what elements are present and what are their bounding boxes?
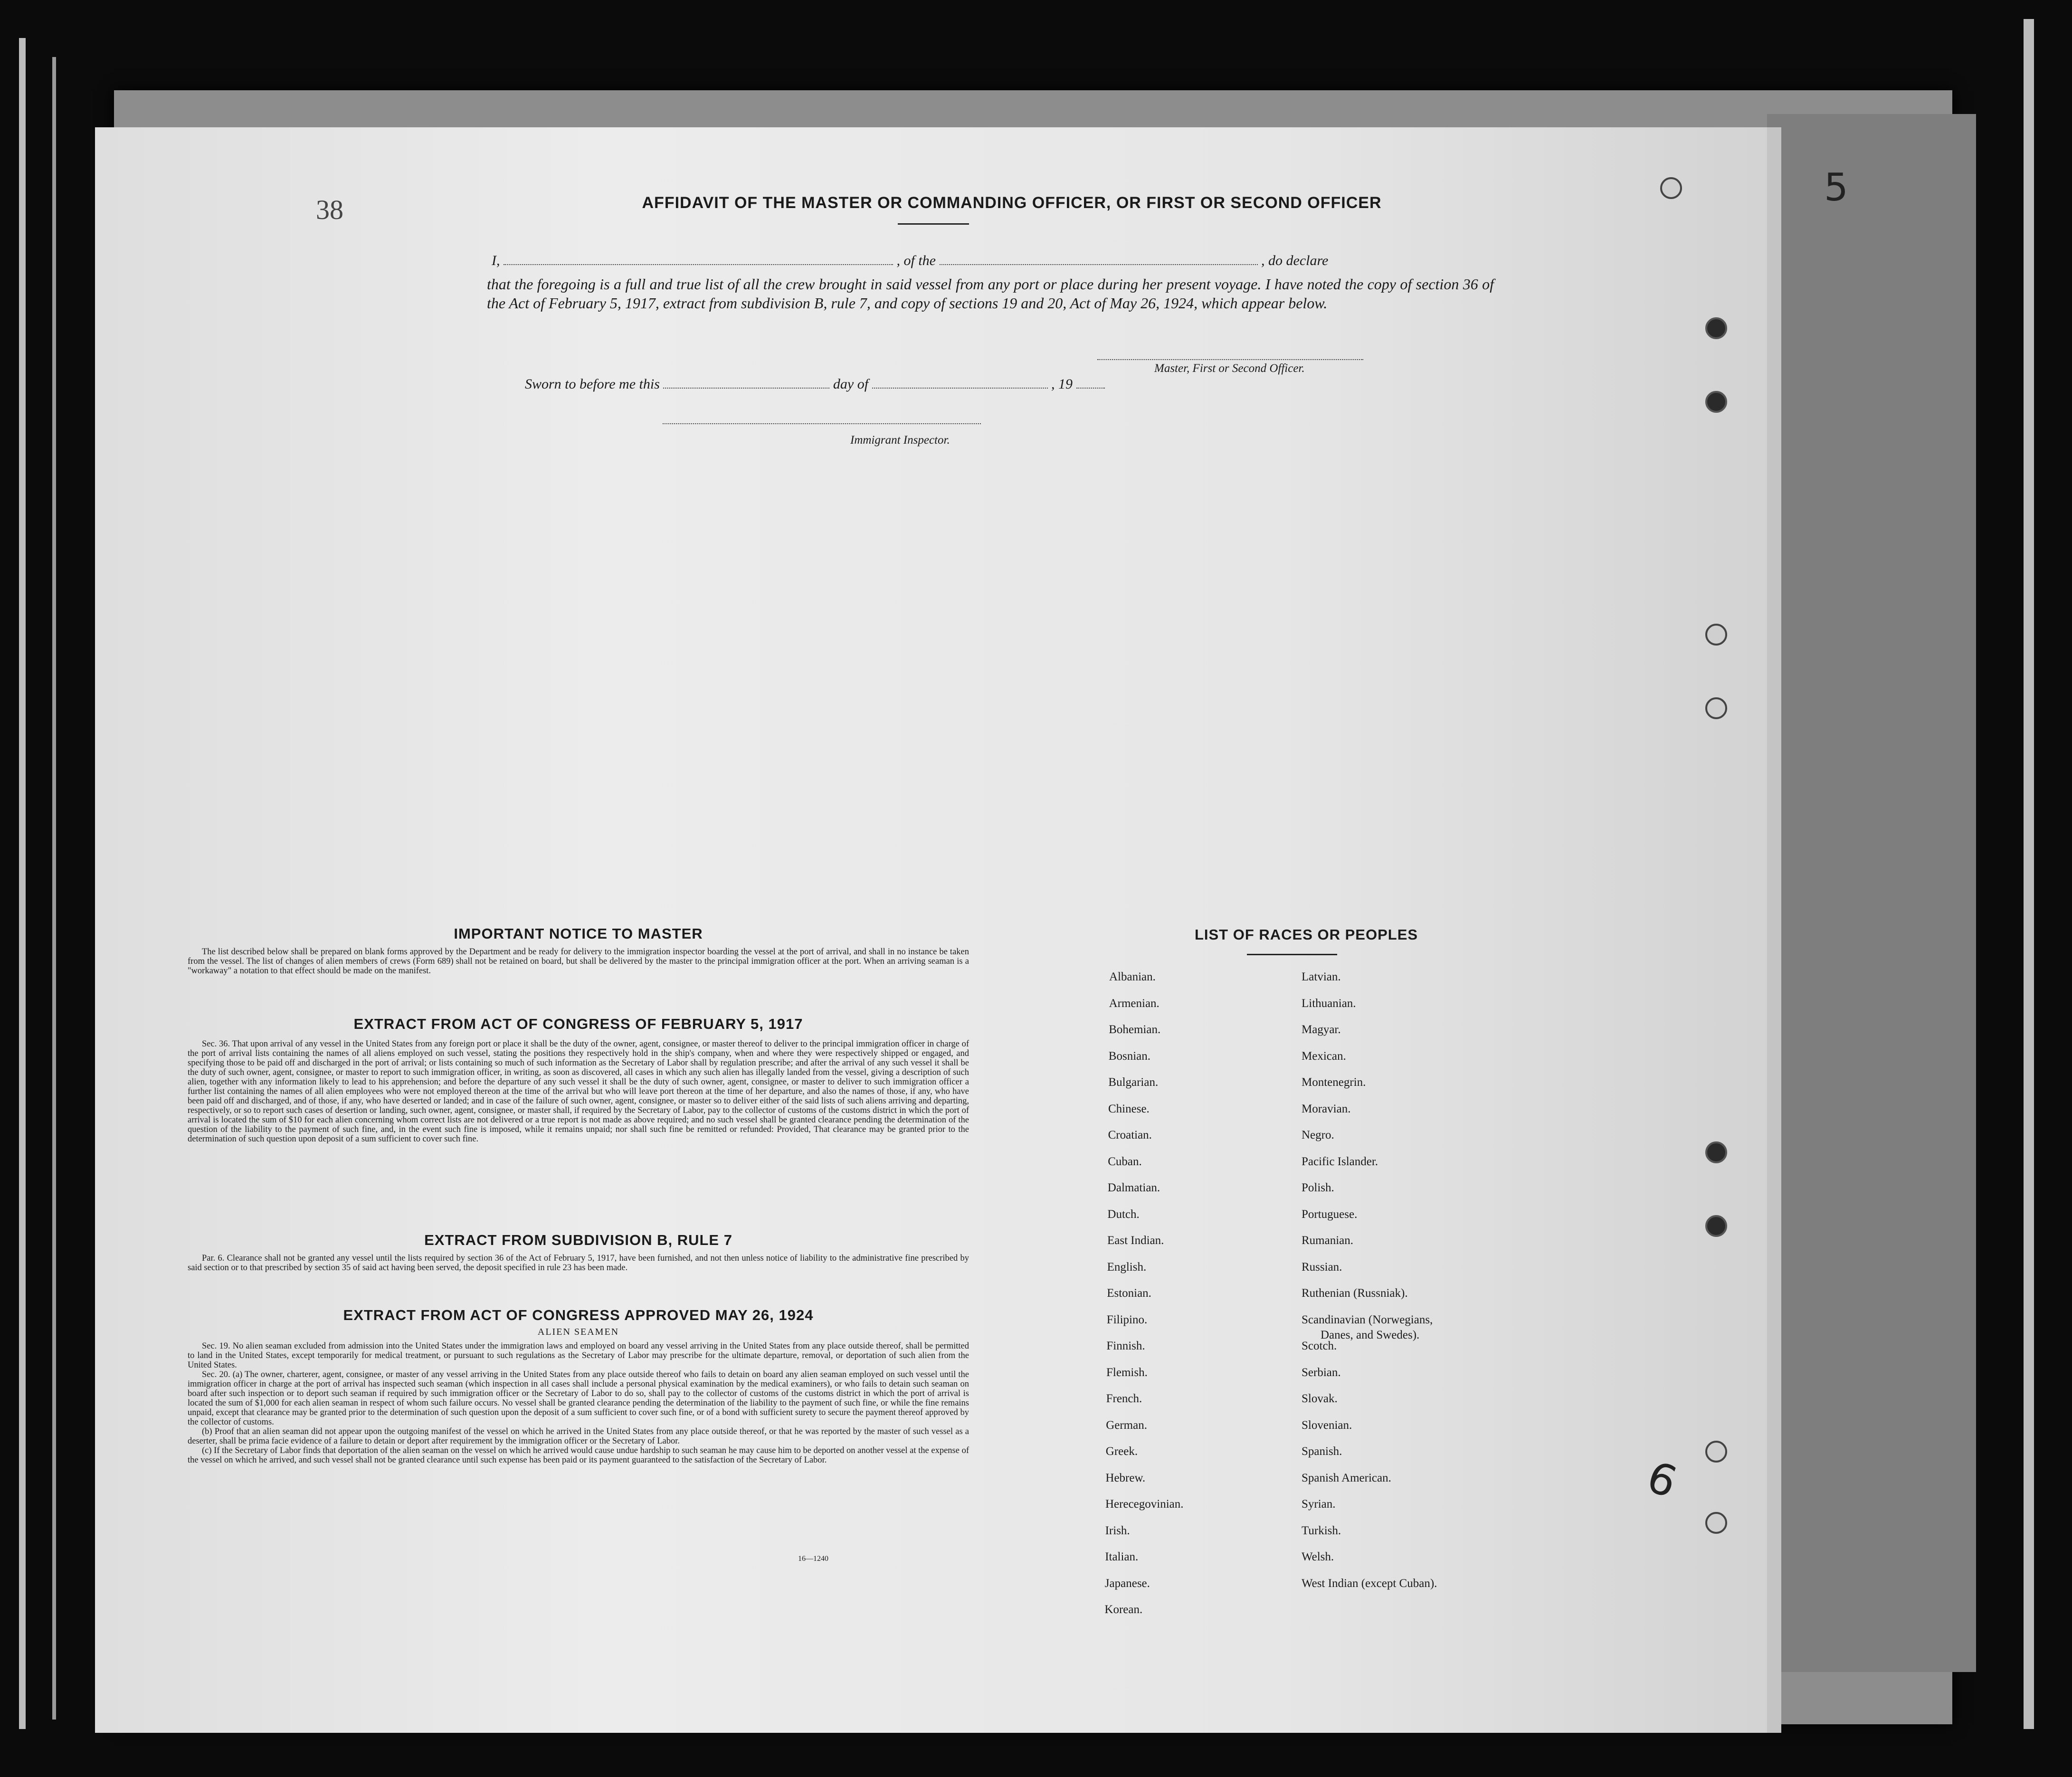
extract-rule7-body: Par. 6. Clearance shall not be granted any vessel until the lists required by section 36 of the Act of February 5, 1917, have been furnished, and not then unless notice of liability to the administrative fine prescribed by said section or to that prescribed by section 35 of said act having been served, the deposit specified in rule 23 has been made. [188,1254,969,1273]
race-item: Mexican. [1302,1049,1346,1063]
race-item: Portuguese. [1302,1207,1358,1221]
film-edge-right [2024,19,2034,1729]
race-item: Slovak. [1302,1392,1338,1405]
race-item: Bosnian. [1108,1049,1150,1063]
race-item: French. [1106,1392,1142,1405]
race-item: Scandinavian (Norwegians, [1302,1313,1433,1326]
race-item: Rumanian. [1302,1234,1354,1247]
race-item: Bulgarian. [1108,1076,1159,1089]
race-item: Herecegovinian. [1105,1498,1184,1511]
race-item: Bohemian. [1109,1023,1161,1036]
extract-rule7 [188,1232,969,1273]
race-item: Polish. [1302,1181,1334,1194]
race-item: Armenian. [1109,997,1160,1010]
rank-prefix: , of the [896,253,936,268]
race-item: Greek. [1105,1445,1138,1458]
alien-seamen-subtitle: ALIEN SEAMEN [537,1327,619,1337]
sec-20a-text: Sec. 20. (a) The owner, charterer, agent, consignee, or master of any vessel arriving in the United States from any place outside thereof who fails to detain on board any alien seaman employed on such vessel until the immigration officer in charge at the port of arrival has inspected such seaman (which inspection in all cases shall include a personal physical examination by the medical examiners), or who fails to detain such seaman on board after such inspection or to deport such seaman if required by such immigration officer or the Secretary of Labor to do so, shall pay to the collector of customs of the customs district in which the port of arrival is located the sum of $1,000 for each alien seaman in respect of whom such failure occurs. No vessel shall be granted clearance pending the determination of the liability to the payment of such fine, or while the fine remains unpaid, except that clearance may be granted prior to the determination of such question upon the deposit of a sum sufficient to cover such fine, or of a bond with sufficient surety to secure the payment thereof approved by the collector of customs. [188,1370,969,1427]
page-number: 38 [316,194,343,225]
extract-1917 [188,1016,969,1144]
hole-punch [1705,697,1727,719]
year-prefix: , 19 [1051,376,1073,392]
race-item: Russian. [1302,1260,1342,1273]
race-item: Pacific Islander. [1302,1155,1378,1168]
sec-20c-text: (c) If the Secretary of Labor finds that deportation of the alien seaman on the vessel on which he arrived would cause undue hardship to such seaman he may cause him to be deported on another vessel at the expense of the vessel on which he arrived, and such vessel shall not be granted clearance until such expense has been paid or its payment guaranteed to the satisfaction of the Secretary of Labor. [188,1446,969,1465]
hole-punch [1705,1441,1727,1463]
notice-body: The list described below shall be prepared on blank forms approved by the Department and be ready for delivery to the immigration inspector boarding the vessel at the port of arrival, and shall in no instance be taken from the vessel. The list of changes of alien members of crews (Form 689) shall not be retained on board, but shall be delivered by the master to the principal immigration officer at the port. When an arriving seaman is a "workaway" a notation to that effect should be made on the manifest. [188,947,969,976]
inspector-label: Immigrant Inspector. [850,434,950,447]
master-signature-label: Master, First or Second Officer. [1154,362,1305,375]
affidavit-title: AFFIDAVIT OF THE MASTER OR COMMANDING OFFICER, OR FIRST OR SECOND OFFICER [642,194,1382,212]
handwritten-mark-top: 5 [1824,165,1848,209]
document-page [95,127,1848,1733]
notice-title: IMPORTANT NOTICE TO MASTER [454,925,703,942]
race-item: Flemish. [1106,1366,1148,1379]
race-item: German. [1106,1418,1147,1432]
back-sheet-right [1767,114,1976,1672]
race-item: Scotch. [1302,1340,1337,1352]
extract-1924 [188,1307,969,1465]
race-item: Croatian. [1108,1129,1152,1141]
race-item: Finnish. [1106,1340,1145,1352]
declarant-name-field[interactable] [504,252,893,265]
day-of-text: day of [833,376,869,392]
race-item: Cuban. [1108,1155,1142,1168]
vessel-name-field[interactable] [940,252,1258,265]
hole-punch [1660,177,1682,199]
race-item: Italian. [1105,1550,1139,1563]
page-fold [1767,127,1781,1733]
race-item: Serbian. [1302,1366,1341,1379]
race-item: Lithuanian. [1302,997,1356,1010]
sworn-day-field[interactable] [663,375,829,389]
race-item: English. [1107,1260,1147,1273]
form-number: 16—1240 [798,1555,828,1563]
race-item: Filipino. [1106,1313,1148,1326]
race-item: Slovenian. [1302,1418,1352,1432]
race-item: Welsh. [1302,1550,1334,1563]
hole-punch [1705,391,1727,413]
race-item: Magyar. [1302,1023,1341,1036]
race-item: Latvian. [1302,970,1341,983]
declare-text: , do declare [1261,253,1329,268]
extract-1917-title: EXTRACT FROM ACT OF CONGRESS OF FEBRUARY 5, 1917 [353,1016,803,1032]
race-item: Spanish American. [1302,1471,1391,1484]
film-edge-left [19,38,26,1729]
race-item: Spanish. [1302,1445,1342,1458]
affidavit-line-1 [492,252,1328,269]
race-item: Turkish. [1302,1524,1341,1537]
extract-1924-title: EXTRACT FROM ACT OF CONGRESS APPROVED MAY 26, 1924 [343,1307,814,1323]
hole-punch [1705,1215,1727,1237]
sworn-prefix: Sworn to before me this [525,376,660,392]
race-item: West Indian (except Cuban). [1302,1577,1437,1590]
sec-19-text: Sec. 19. No alien seaman excluded from admission into the United States under the immigration laws and employed on board any vessel arriving in the United States from any place outside thereof, shall be permitted to land in the United States, except temporarily for medical treatment, or pursuant to such regulations as the Secretary of Labor may prescribe for the ultimate departure, removal, or deportation of such alien from the United States. [188,1341,969,1370]
affidavit-paragraph: that the foregoing is a full and true list of all the crew brought in said vessel from any port or place during her present voyage. I have noted the copy of section 36 of the Act of February 5, 1917, extract from subdivision B, rule 7, and copy of sections 19 and 20, Act of May 26, 1924, which appear below. [487,276,1494,312]
race-item: Japanese. [1104,1577,1150,1590]
race-item: Syrian. [1302,1498,1336,1511]
race-item: Albanian. [1109,970,1156,983]
hole-punch [1705,1141,1727,1163]
sworn-line [525,375,1105,392]
film-edge-left-2 [52,57,56,1720]
sworn-year-field[interactable] [1076,375,1105,389]
race-item: East Indian. [1107,1234,1164,1247]
sec-20b-text: (b) Proof that an alien seaman did not appear upon the outgoing manifest of the vessel on which he arrived in the United States from any place outside thereof, or that he was reported by the master of such vessel as a deserter, shall be prima facie evidence of a failure to detain or deport after requirement by the immigration officer or the Secretary of Labor. [188,1427,969,1446]
inspector-signature-line[interactable] [663,423,981,424]
hole-punch [1705,624,1727,646]
race-item: Montenegrin. [1302,1076,1366,1089]
important-notice [188,925,969,976]
races-rule [1247,954,1337,955]
race-item: Korean. [1104,1603,1143,1616]
race-item: Moravian. [1302,1102,1351,1115]
race-item: Chinese. [1108,1102,1150,1115]
race-item: Dalmatian. [1107,1181,1160,1194]
hole-punch [1705,317,1727,339]
race-item: Negro. [1302,1129,1334,1141]
race-item: Ruthenian (Russniak). [1302,1287,1408,1300]
extract-1917-body: Sec. 36. That upon arrival of any vessel in the United States from any foreign port or place it shall be the duty of the owner, agent, consignee, or master thereof to deliver to the principal immigration officer in charge of the port of arrival lists containing the names of all aliens employed on such vessel, stating the positions they respectively hold in the ship's company, when and where they were respectively shipped or engaged, and specifying those to be paid off and discharged in the port of arrival; or lists containing so much of such information as the Secretary of Labor shall by regulation prescribe; and after the arrival of any such vessel it shall be the duty of such owner, agent, consignee, or master to report to such immigration officer, in writing, as soon as discovered, all cases in which any such alien has illegally landed from the vessel, giving a description of such alien, together with any information likely to lead to his apprehension; and before the departure of any such vessel it shall be the duty of such owner, agent, consignee, or master to deliver to such immigration officer a further list containing the names of all alien employees who were not employed thereon at the time of the arrival but who will leave port thereon at the time of her departure, and also the names of those, if any, who have been paid off and discharged, and of those, if any, who have deserted or landed; and in case of the failure of such owner, agent, consignee, or master so to deliver either of the said lists of such aliens arriving and departing, respectively, or so to report such cases of desertion or landing, such owner, agent, consignee, or master shall, if required by the Secretary of Labor, pay to the collector of customs of the customs district in which the port of arrival is located the sum of $10 for each alien concerning whom correct lists are not delivered or a true report is not made as above required; and no such vessel shall be granted clearance pending the determination of the question of the liability to the payment of such fine, and, in the event such fine is imposed, while it remains unpaid; nor shall such fine be remitted or refunded: Provided, That clearance may be granted prior to the determination of such question upon deposit of a sum sufficient to cover such fine. [188,1039,969,1144]
title-rule [898,223,969,225]
extract-rule7-title: EXTRACT FROM SUBDIVISION B, RULE 7 [424,1232,732,1248]
hole-punch [1705,1512,1727,1534]
race-item: Danes, and Swedes). [1321,1328,1420,1341]
declarant-prefix: I, [492,253,500,268]
master-signature-line[interactable] [1097,359,1363,360]
sworn-month-field[interactable] [872,375,1048,389]
races-title: LIST OF RACES OR PEOPLES [1194,926,1418,943]
race-item: Dutch. [1107,1207,1140,1221]
race-item: Hebrew. [1105,1471,1146,1484]
handwritten-mark-lower: 6 [1640,1452,1683,1508]
race-item: Irish. [1105,1524,1130,1537]
race-item: Estonian. [1107,1287,1151,1300]
